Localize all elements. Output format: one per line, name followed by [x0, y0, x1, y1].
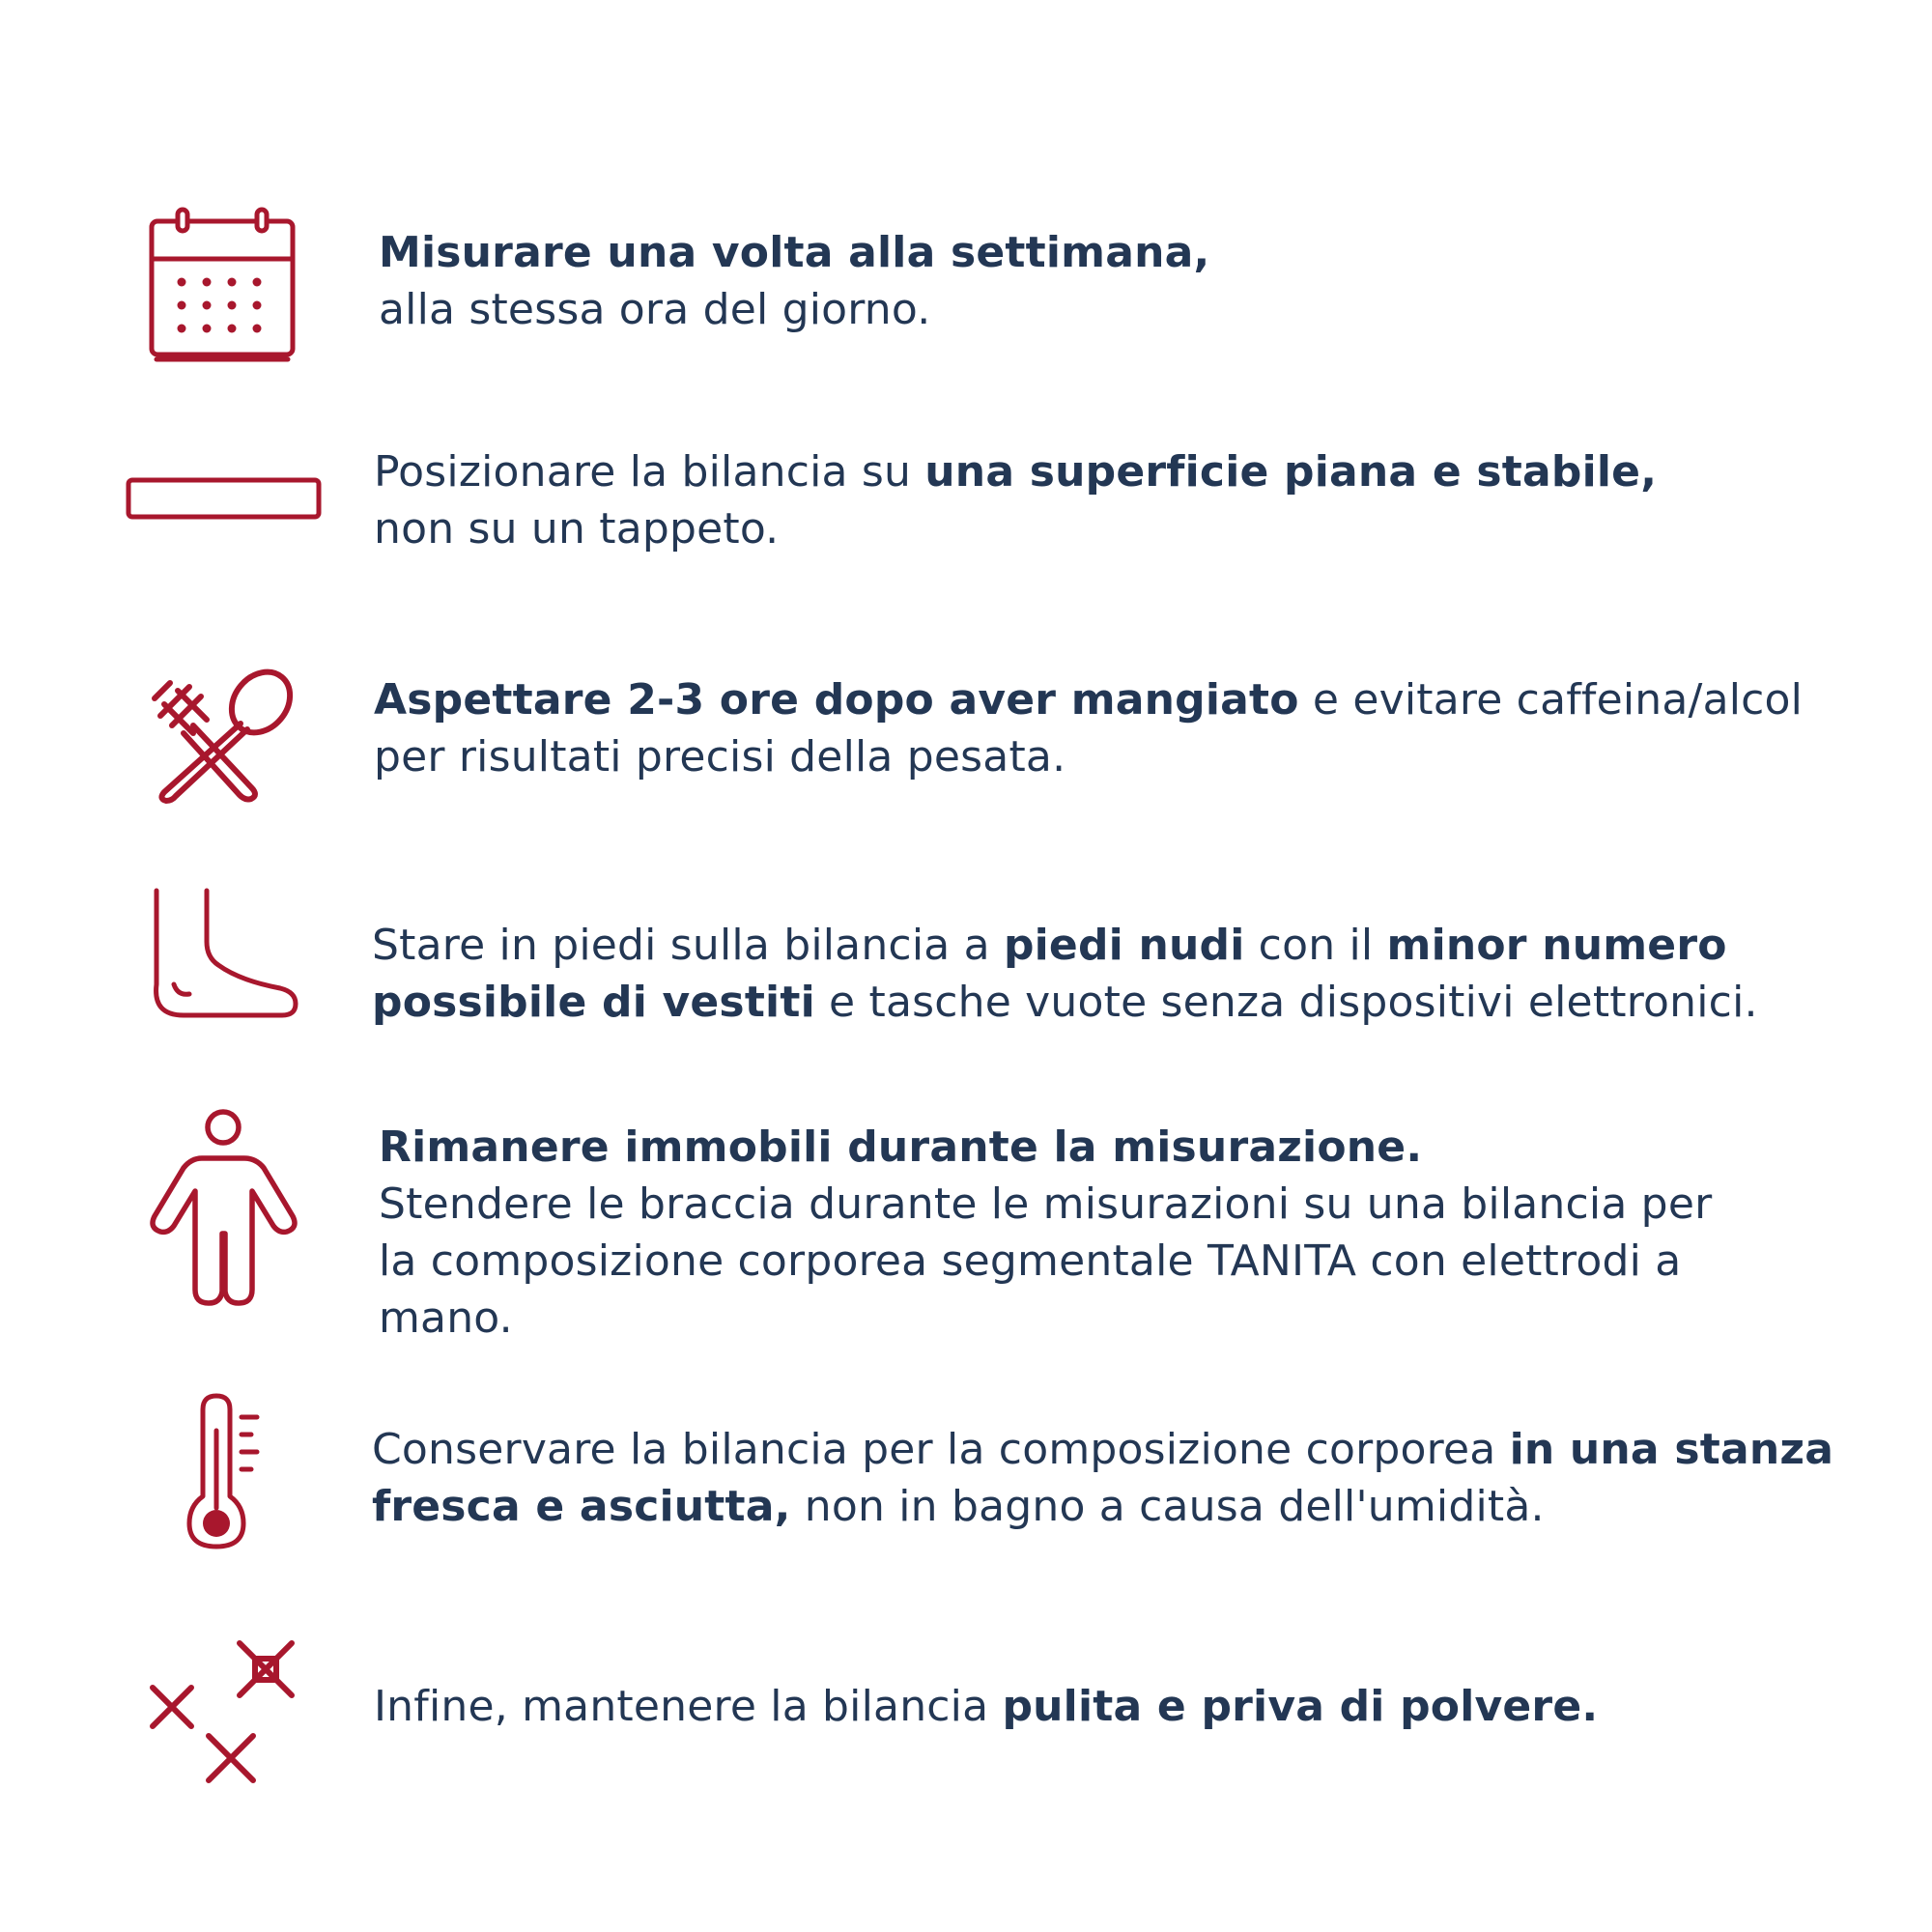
tip-4-normal-c: e tasche vuote senza dispositivi elettronici.: [814, 978, 1758, 1027]
tip-2-text: [374, 443, 1842, 557]
tip-6-text: [372, 1421, 1840, 1535]
tip-3-normal: e evitare caffeina/alcol per risultati precisi della pesata.: [374, 675, 1804, 781]
tip-5-bold: Rimanere immobili durante la misurazione.: [379, 1122, 1423, 1172]
tip-1-bold: Misurare una volta alla settimana,: [379, 228, 1210, 277]
tip-4-bold-b: minor numero possibile di vestiti: [372, 921, 1727, 1027]
tip-4-text: [372, 917, 1840, 1031]
tip-1-normal: alla stessa ora del giorno.: [379, 285, 931, 334]
tip-6-normal-a: Conservare la bilancia per la composizione corporea: [372, 1425, 1510, 1474]
tip-6-normal-b: non in bagno a causa dell'umidità.: [790, 1482, 1545, 1531]
tip-4-bold-a: piedi nudi: [1003, 921, 1245, 970]
tip-2-normal-a: Posizionare la bilancia su: [374, 447, 925, 497]
bare-foot-icon: [147, 888, 298, 1021]
tip-3-text: [374, 671, 1842, 785]
thermometer-icon: [182, 1392, 261, 1550]
tip-2-bold: una superficie piana e stabile,: [924, 447, 1658, 497]
tip-7-text: [374, 1678, 1842, 1735]
standing-person-icon: [148, 1108, 299, 1306]
sparkle-clean-icon: [147, 1637, 298, 1787]
flat-surface-icon: [126, 477, 322, 520]
tip-4-normal-b: con il: [1244, 921, 1387, 970]
tip-3-bold: Aspettare 2-3 ore dopo aver mangiato: [374, 675, 1299, 724]
calendar-icon: [145, 205, 299, 361]
fork-spoon-icon: [147, 669, 297, 803]
tip-4-normal-a: Stare in piedi sulla bilancia a: [372, 921, 1004, 970]
tip-5-text: [379, 1119, 1750, 1347]
tip-7-normal: Infine, mantenere la bilancia: [374, 1682, 1003, 1731]
tip-7-bold: pulita e priva di polvere.: [1002, 1682, 1599, 1731]
tip-6-bold: in una stanza fresca e asciutta,: [372, 1425, 1834, 1531]
tip-5-normal: Stendere le braccia durante le misurazioni su una bilancia per la composizione corporea segmentale TANITA con elettrodi a mano.: [379, 1179, 1713, 1343]
tip-1-text: [379, 224, 1847, 338]
tip-2-normal-b: non su un tappeto.: [374, 504, 780, 554]
